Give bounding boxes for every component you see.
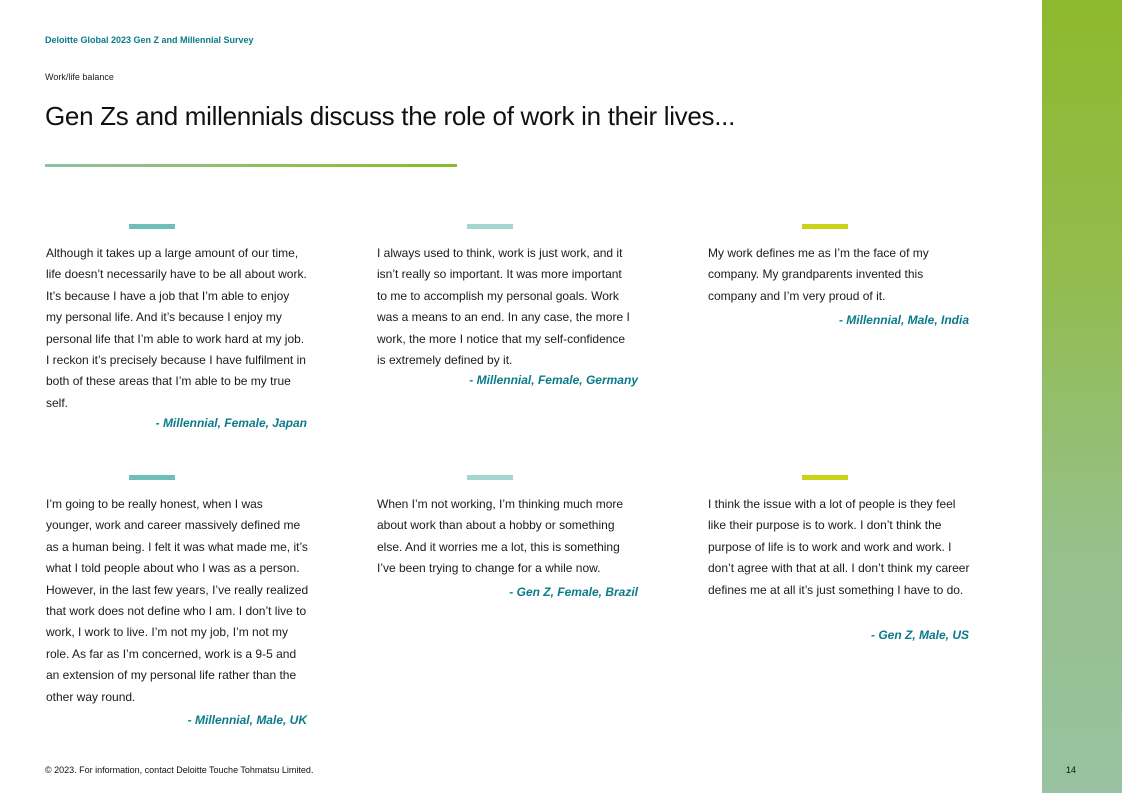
quote-attribution: - Gen Z, Male, US [870,628,969,642]
footer-copyright: © 2023. For information, contact Deloitte Touche Tohmatsu Limited. [45,765,314,775]
quote-accent-bar [129,475,175,480]
headline-divider [45,164,457,167]
quote-accent-bar [129,224,175,229]
quote-accent-bar [467,475,513,480]
section-label: Work/life balance [45,72,114,82]
page-number: 14 [1066,765,1077,775]
quote-text: When I’m not working, I’m thinking much more about work than about a hobby or something else. And it worries me a lot, this is something I’ve been trying to change for a while now. [377,497,624,576]
quote-accent-bar [802,475,848,480]
quote-attribution: - Gen Z, Female, Brazil [509,585,638,599]
page-headline: Gen Zs and millennials discuss the role of work in their lives... [45,101,736,131]
quote-attribution: - Millennial, Male, India [838,313,969,327]
quote-attribution: - Millennial, Female, Japan [155,416,307,430]
quote-accent-bar [467,224,513,229]
quote-text: I think the issue with a lot of people is they feel like their purpose is to work. I don’t think the purpose of life is to work and work and work. I don’t agree with that at all. I don’t think my career defines me at all it’s just something I have to do. [708,497,970,597]
quote-text: Although it takes up a large amount of our time, life doesn’t necessarily have to be all about work. It’s because I have a job that I’m able to enjoy my personal life. And it’s because I enjoy my personal life that I’m able to work hard at my job. I reckon it’s precisely because I have fulfilment in both of these areas that I’m able to be my true self. [46,246,307,410]
quote-text: I’m going to be really honest, when I was younger, work and career massively defined me as a human being. I felt it was what made me, it’s what I told people about who I was as a person. However, in the last few years, I’ve really realized that work does not define who I am. I don’t live to work, I work to live. I’m not my job, I’m not my role. As far as I’m concerned, work is a 9-5 and an extension of my personal life rather than the other way round. [46,497,309,704]
side-color-band [1042,0,1122,793]
quote-attribution: - Millennial, Female, Germany [469,373,638,387]
quote-text: I always used to think, work is just work, and it isn’t really so important. It was more important to me to accomplish my personal goals. Work was a means to an end. In any case, the more I work, the more I notice that my self-confidence is extremely defined by it. [377,246,630,368]
quote-accent-bar [802,224,848,229]
quote-attribution: - Millennial, Male, UK [187,713,307,727]
quote-text: My work defines me as I’m the face of my company. My grandparents invented this company and I’m very proud of it. [708,246,929,303]
report-title: Deloitte Global 2023 Gen Z and Millennial Survey [45,35,254,45]
